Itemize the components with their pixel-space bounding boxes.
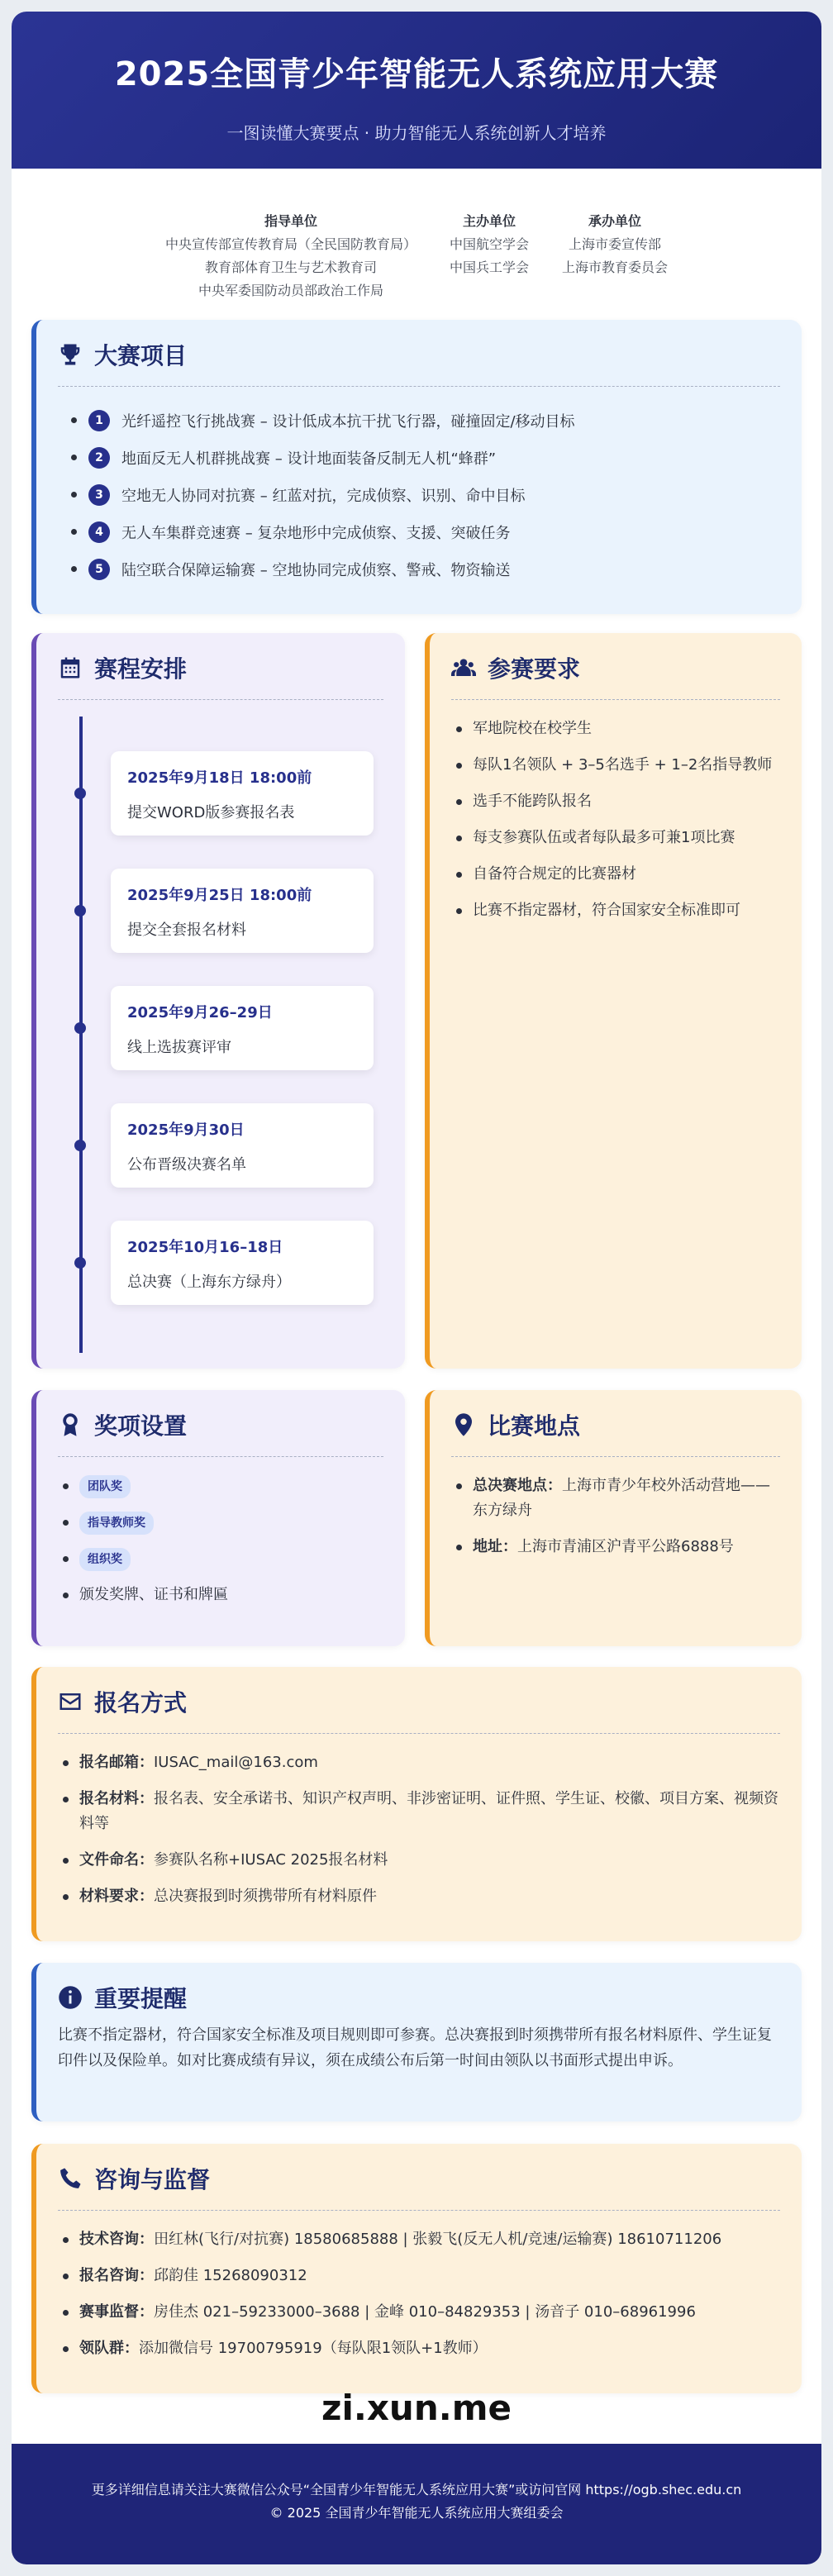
list-item: 报名咨询：邱韵佳 15268090312 — [58, 2264, 780, 2288]
org-line: 中国兵工学会 — [449, 260, 529, 275]
list-item: 军地院校在校学生 — [451, 717, 780, 741]
list-item: 材料要求：总决赛报到时须携带所有材料原件 — [58, 1884, 780, 1909]
award-list — [58, 1474, 383, 1607]
timeline — [58, 717, 383, 1353]
list-item: 报名邮箱：IUSAC_mail@163.com — [58, 1750, 780, 1775]
list-item: 颁发奖牌、证书和牌匾 — [58, 1583, 383, 1607]
list-item: 报名材料：报名表、安全承诺书、知识产权声明、非涉密证明、证件照、学生证、校徽、项目方案、视频资料等 — [58, 1787, 780, 1836]
map-pin-icon — [451, 1412, 476, 1437]
registration-list — [58, 1750, 780, 1909]
awards-card — [31, 1390, 405, 1646]
footer-copyright: © 2025 全国青少年智能无人系统应用大赛组委会 — [269, 2505, 564, 2521]
footer-info: 更多详细信息请关注大赛微信公众号“全国青少年智能无人系统应用大赛”或访问官网 https://ogb.shec.edu.cn — [91, 2482, 742, 2497]
footer — [12, 2444, 821, 2564]
info-icon — [58, 1985, 83, 2010]
requirement-list — [451, 717, 780, 923]
org-organizer — [562, 210, 668, 311]
venue-card — [425, 1390, 802, 1646]
schedule-card — [31, 633, 405, 1369]
registration-card — [31, 1667, 802, 1941]
timeline-marker — [74, 1257, 86, 1269]
list-item: 领队群：添加微信号 19700795919（每队限1领队+1教师） — [58, 2336, 780, 2361]
timeline-item: 2025年9月25日 18:00前 提交全套报名材料 — [111, 869, 374, 953]
projects-card — [31, 320, 802, 614]
org-line: 教育部体育卫生与艺术教育司 — [204, 260, 377, 275]
contact-card — [31, 2144, 802, 2393]
list-item: 每支参赛队伍或者每队最多可兼1项比赛 — [451, 826, 780, 850]
list-item: 5 陆空联合保障运输赛 – 空地协同完成侦察、警戒、物资输送 — [58, 550, 780, 588]
venue-list — [451, 1474, 780, 1559]
org-line: 上海市教育委员会 — [562, 260, 669, 275]
org-line: 中央军委国防动员部政治工作局 — [198, 283, 383, 298]
timeline-marker — [74, 1022, 86, 1034]
list-item: 2 地面反无人机群挑战赛 – 设计地面装备反制无人机“蜂群” — [58, 439, 780, 476]
list-item: 技术咨询：田红林(飞行/对抗赛) 18580685888 | 张毅飞(反无人机/竞速/运输赛) 18610711206 — [58, 2227, 780, 2252]
list-item: 选手不能跨队报名 — [451, 789, 780, 814]
timeline-item: 2025年10月16–18日 总决赛（上海东方绿舟） — [111, 1221, 374, 1305]
hero-banner — [12, 12, 821, 169]
envelope-icon — [58, 1689, 83, 1714]
list-item: 文件命名：参赛队名称+IUSAC 2025报名材料 — [58, 1848, 780, 1873]
list-item — [58, 1510, 383, 1535]
users-icon — [451, 655, 476, 680]
page-title: 2025全国青少年智能无人系统应用大赛 — [114, 55, 719, 93]
org-head: 主办单位 — [462, 213, 516, 229]
list-item — [58, 1546, 383, 1571]
section-title: 大赛项目 — [94, 342, 188, 369]
list-item: 总决赛地点：上海市青少年校外活动营地——东方绿舟 — [451, 1474, 780, 1523]
section-title: 参赛要求 — [488, 655, 581, 683]
list-item — [58, 1474, 383, 1498]
contact-list — [58, 2227, 780, 2361]
requirements-card — [425, 633, 802, 1369]
notice-card — [31, 1963, 802, 2121]
award-icon — [58, 1412, 83, 1437]
list-item: 赛事监督：房佳杰 021–59233000–3688 | 金峰 010–84829353 | 汤音子 010–68961996 — [58, 2300, 780, 2325]
section-title: 奖项设置 — [94, 1412, 188, 1440]
org-line: 中国航空学会 — [449, 236, 529, 252]
organizers — [12, 169, 821, 311]
list-item: 每队1名领队 + 3–5名选手 + 1–2名指导教师 — [451, 753, 780, 778]
org-host — [450, 210, 529, 311]
phone-icon — [58, 2166, 83, 2191]
timeline-marker — [74, 788, 86, 799]
org-head: 指导单位 — [264, 213, 317, 229]
org-line: 上海市委宣传部 — [569, 236, 662, 252]
list-item: 自备符合规定的比赛器材 — [451, 862, 780, 887]
section-title: 赛程安排 — [94, 655, 188, 683]
section-title: 重要提醒 — [94, 1985, 188, 2012]
list-item: 3 空地无人协同对抗赛 – 红蓝对抗，完成侦察、识别、命中目标 — [58, 476, 780, 513]
section-title: 报名方式 — [94, 1689, 188, 1717]
org-guidance — [165, 210, 416, 311]
timeline-marker — [74, 905, 86, 917]
poster — [12, 12, 821, 2564]
award-badge: 指导教师奖 — [79, 1512, 154, 1535]
award-badge: 团队奖 — [79, 1475, 131, 1498]
award-badge: 组织奖 — [79, 1548, 131, 1571]
trophy-icon — [58, 342, 83, 367]
page-subtitle: 一图读懂大赛要点 · 助力智能无人系统创新人才培养 — [226, 123, 607, 143]
notice-text: 比赛不指定器材，符合国家安全标准及项目规则即可参赛。总决赛报到时须携带所有报名材料原件、学生证复印件以及保险单。如对比赛成绩有异议，须在成绩公布后第一时间由领队以书面形式提出申诉。 — [58, 2026, 772, 2069]
calendar-icon — [58, 655, 83, 680]
org-head: 承办单位 — [588, 213, 642, 229]
list-item: 地址：上海市青浦区沪青平公路6888号 — [451, 1535, 780, 1559]
list-item: 1 光纤遥控飞行挑战赛 – 设计低成本抗干扰飞行器，碰撞固定/移动目标 — [58, 402, 780, 439]
timeline-item: 2025年9月30日 公布晋级决赛名单 — [111, 1103, 374, 1188]
org-line: 中央宣传部宣传教育局（全民国防教育局） — [164, 236, 416, 252]
section-title: 咨询与监督 — [94, 2166, 211, 2193]
section-title: 比赛地点 — [488, 1412, 581, 1440]
project-list — [58, 402, 780, 588]
timeline-item: 2025年9月26–29日 线上选拔赛评审 — [111, 986, 374, 1070]
list-item: 4 无人车集群竞速赛 – 复杂地形中完成侦察、支援、突破任务 — [58, 513, 780, 550]
list-item: 比赛不指定器材，符合国家安全标准即可 — [451, 898, 780, 923]
brand-watermark: zi.xun.me — [321, 2388, 512, 2428]
timeline-marker — [74, 1140, 86, 1151]
timeline-item: 2025年9月18日 18:00前 提交WORD版参赛报名表 — [111, 751, 374, 836]
